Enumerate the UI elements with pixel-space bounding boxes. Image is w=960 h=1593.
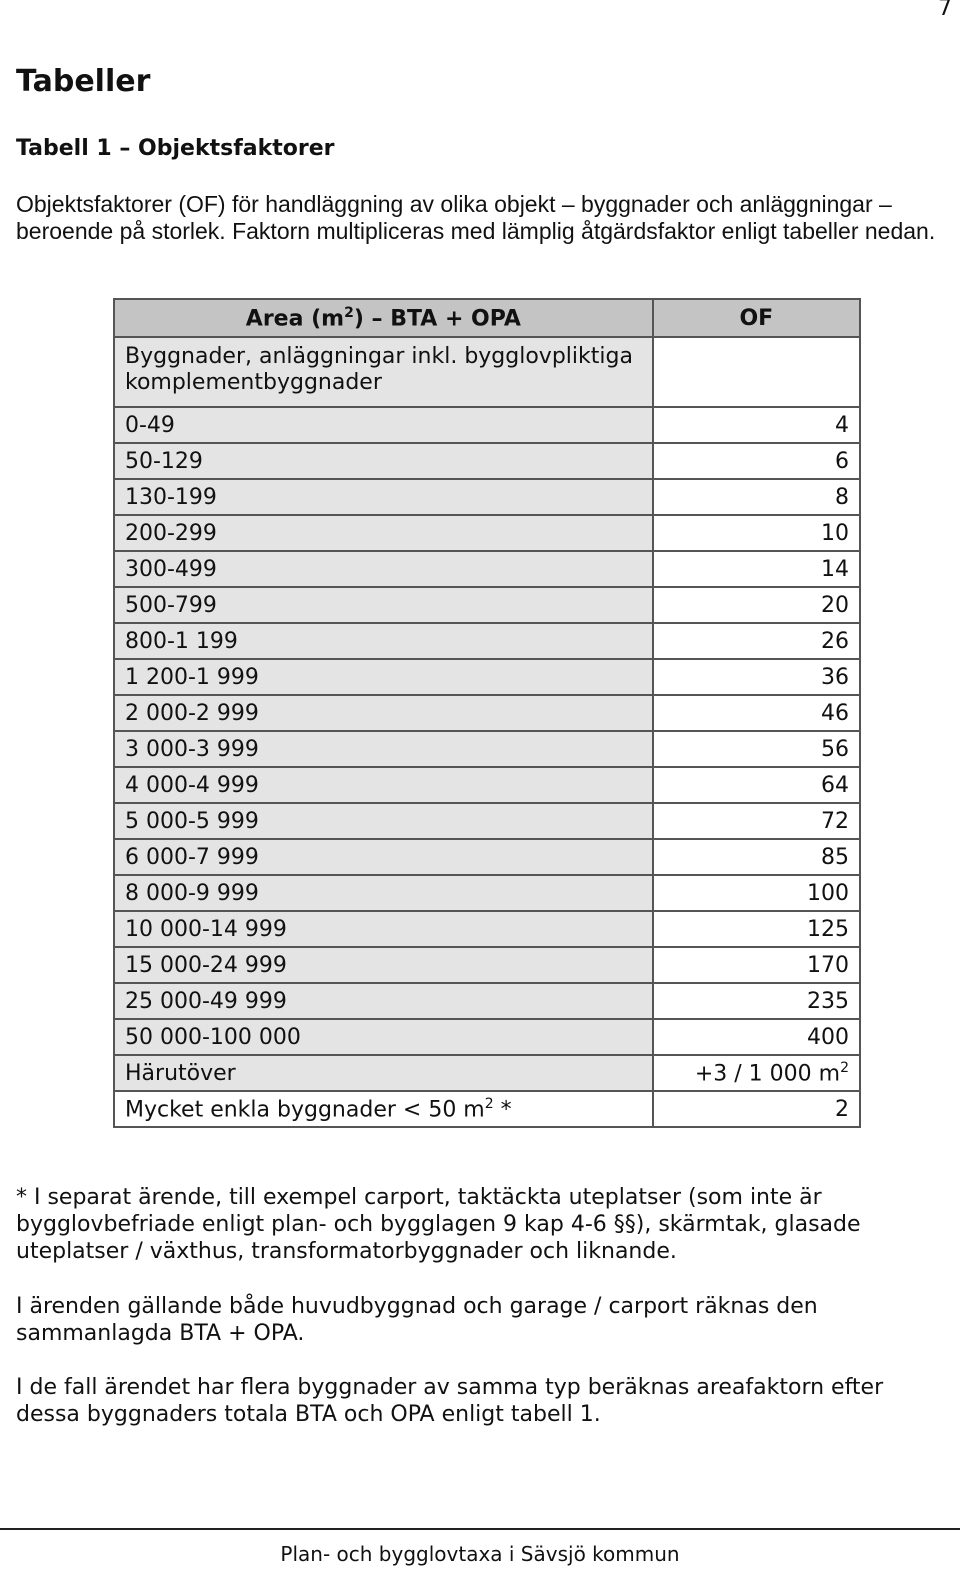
of-value-cell: 56 xyxy=(653,731,860,767)
of-value-cell: 14 xyxy=(653,551,860,587)
of-value-cell: 125 xyxy=(653,911,860,947)
note-paragraph-multiple: I de fall ärendet har flera byggnader av samma typ beräknas areafaktorn efter dessa byggnaders totala BTA och OPA enligt tabell 1. xyxy=(16,1375,884,1427)
table-row xyxy=(114,839,860,875)
of-value-cell: 8 xyxy=(653,479,860,515)
of-value-cell: 170 xyxy=(653,947,860,983)
of-value-cell: 4 xyxy=(653,407,860,443)
table-row xyxy=(114,659,860,695)
table-row xyxy=(114,875,860,911)
of-value-cell: 46 xyxy=(653,695,860,731)
table-row xyxy=(114,1019,860,1055)
table-row xyxy=(114,695,860,731)
simple-buildings-label: Mycket enkla byggnader < 50 $m^2$ * xyxy=(114,1091,653,1127)
of-value-cell: 10 xyxy=(653,515,860,551)
area-range-cell: 15 000-24 999 xyxy=(114,947,653,983)
simple-buildings-row xyxy=(114,1091,860,1127)
category-of-cell xyxy=(653,337,860,407)
area-range-cell: 50-129 xyxy=(114,443,653,479)
area-column-header: Area $(m^2)$ – BTA + OPA xyxy=(114,299,653,337)
of-value-cell: 400 xyxy=(653,1019,860,1055)
area-range-cell: 6 000-7 999 xyxy=(114,839,653,875)
footer-divider xyxy=(0,1528,960,1530)
of-value-cell: 100 xyxy=(653,875,860,911)
area-range-cell: 1 200-1 999 xyxy=(114,659,653,695)
table-row xyxy=(114,515,860,551)
of-value-cell: 64 xyxy=(653,767,860,803)
of-value-cell: 26 xyxy=(653,623,860,659)
objektsfaktorer-table xyxy=(113,298,861,1128)
area-range-cell: 130-199 xyxy=(114,479,653,515)
area-range-cell: 4 000-4 999 xyxy=(114,767,653,803)
of-column-header: OF xyxy=(653,299,860,337)
harutover-value: +3 / 1 000 $m^2$ xyxy=(653,1055,860,1091)
intro-paragraph: Objektsfaktorer (OF) för handläggning av olika objekt – byggnader och anläggningar – beroende på storlek. Faktorn multipliceras med lämplig åtgärdsfaktor enligt tabeller nedan. xyxy=(16,191,936,244)
table-row xyxy=(114,443,860,479)
footnote-paragraph: * I separat ärende, till exempel carport, taktäckta uteplatser (som inte är bygglovbefriade enligt plan- och bygglagen 9 kap 4-6 §§), skärmtak, glasade uteplatser / växthus, transformatorbyggnader och liknande. xyxy=(16,1185,861,1264)
of-value-cell: 235 xyxy=(653,983,860,1019)
harutover-label: Härutöver xyxy=(114,1055,653,1091)
area-range-cell: 25 000-49 999 xyxy=(114,983,653,1019)
table-row xyxy=(114,407,860,443)
table-header-row xyxy=(114,299,860,337)
of-value-cell: 6 xyxy=(653,443,860,479)
simple-buildings-value: 2 xyxy=(653,1091,860,1127)
area-range-cell: 5 000-5 999 xyxy=(114,803,653,839)
area-range-cell: 3 000-3 999 xyxy=(114,731,653,767)
table-row xyxy=(114,983,860,1019)
of-value-cell: 36 xyxy=(653,659,860,695)
area-range-cell: 500-799 xyxy=(114,587,653,623)
of-value-cell: 72 xyxy=(653,803,860,839)
area-range-cell: 800-1 199 xyxy=(114,623,653,659)
page-number: 7 xyxy=(938,0,952,21)
table-title: Tabell 1 – Objektsfaktorer xyxy=(16,136,335,161)
table-row xyxy=(114,587,860,623)
table-row xyxy=(114,623,860,659)
category-label: Byggnader, anläggningar inkl. bygglovpliktiga komplementbyggnader xyxy=(114,337,653,407)
table-row xyxy=(114,803,860,839)
table-row xyxy=(114,911,860,947)
page-heading: Tabeller xyxy=(16,64,151,99)
area-range-cell: 300-499 xyxy=(114,551,653,587)
area-range-cell: 0-49 xyxy=(114,407,653,443)
area-range-cell: 8 000-9 999 xyxy=(114,875,653,911)
note-paragraph-garage: I ärenden gällande både huvudbyggnad och garage / carport räknas den sammanlagda BTA + OPA. xyxy=(16,1294,818,1346)
area-range-cell: 50 000-100 000 xyxy=(114,1019,653,1055)
category-row xyxy=(114,337,860,407)
area-range-cell: 2 000-2 999 xyxy=(114,695,653,731)
table-row xyxy=(114,551,860,587)
area-range-cell: 10 000-14 999 xyxy=(114,911,653,947)
table-row xyxy=(114,767,860,803)
of-value-cell: 85 xyxy=(653,839,860,875)
table-row xyxy=(114,947,860,983)
harutover-row xyxy=(114,1055,860,1091)
table-row xyxy=(114,731,860,767)
of-value-cell: 20 xyxy=(653,587,860,623)
page-footer: Plan- och bygglovtaxa i Sävsjö kommun xyxy=(280,1542,680,1566)
area-range-cell: 200-299 xyxy=(114,515,653,551)
table-row xyxy=(114,479,860,515)
